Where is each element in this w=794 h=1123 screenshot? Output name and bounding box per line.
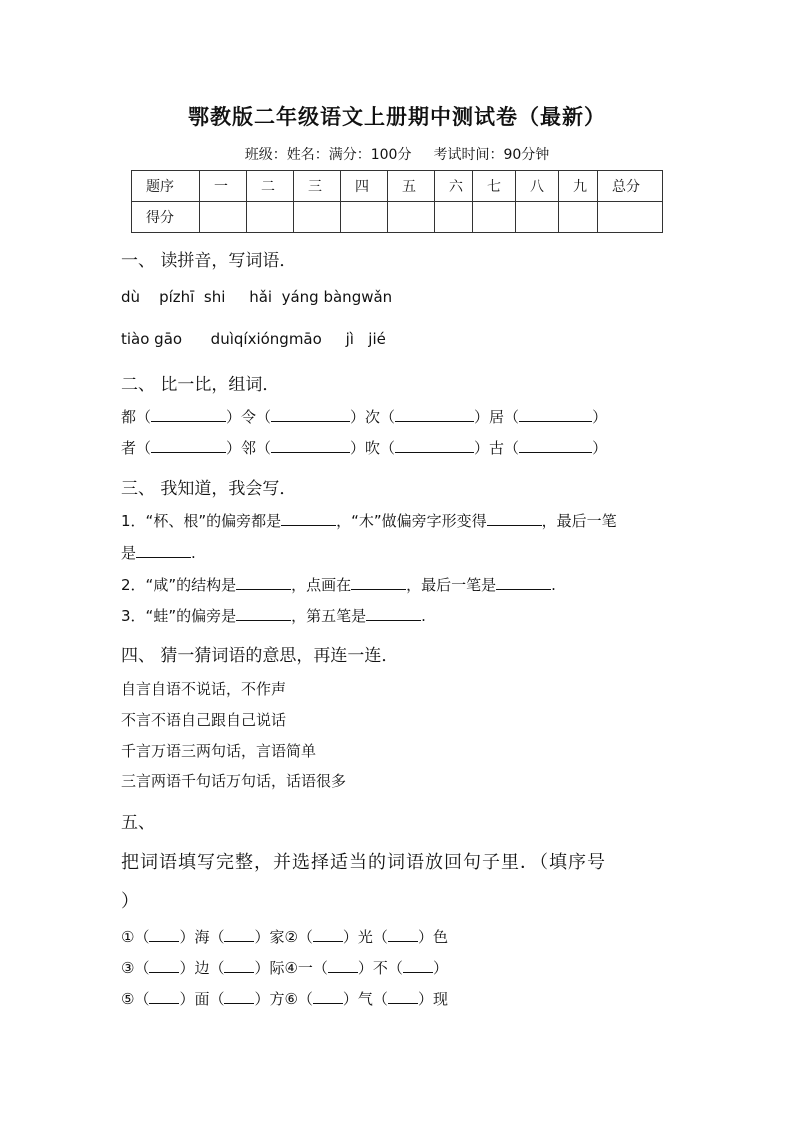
section-3-heading: 三、 我知道，我会写． (121, 479, 297, 499)
class-name-score-label: 班级：姓名：满分：100分 (244, 147, 412, 163)
score-cell[interactable] (598, 202, 663, 233)
question-3-2 (121, 574, 556, 595)
question-text: ，“木”做偏旁字形变得 (336, 512, 487, 530)
answer-blank[interactable] (224, 990, 254, 1004)
fill-text: ③（ (121, 959, 150, 977)
section-4-heading: 四、 猜一猜词语的意思，再连一连． (121, 646, 399, 666)
score-header-cell: 三 (294, 171, 341, 202)
score-cell[interactable] (388, 202, 435, 233)
answer-blank[interactable] (224, 959, 254, 973)
question-3-1-cont (121, 542, 196, 563)
answer-blank[interactable] (519, 439, 592, 453)
answer-blank[interactable] (496, 576, 551, 590)
score-cell[interactable] (435, 202, 473, 233)
answer-blank[interactable] (149, 990, 179, 1004)
compare-row-1 (121, 406, 607, 427)
fill-text: ） (432, 959, 448, 977)
fill-text: ）气（ (342, 990, 388, 1008)
compare-char: ） (592, 439, 608, 457)
fill-text: ）不（ (357, 959, 403, 977)
score-table (131, 170, 663, 233)
pinyin-line-1: dù pízhī shi hǎi yáng bàngwǎn (121, 288, 393, 306)
match-item[interactable]: 不言不语自己跟自己说话 (121, 711, 287, 729)
compare-char: ） (592, 408, 608, 426)
answer-blank[interactable] (136, 544, 191, 558)
answer-blank[interactable] (149, 928, 179, 942)
question-text: ，第五笔是 (291, 607, 367, 625)
score-cell[interactable] (294, 202, 341, 233)
score-cell[interactable] (516, 202, 559, 233)
fill-text: ）色 (417, 928, 448, 946)
fill-text: ⑤（ (121, 990, 150, 1008)
answer-blank[interactable] (366, 607, 421, 621)
compare-char: ）令（ (226, 408, 272, 426)
score-table-score-row (132, 202, 663, 233)
answer-blank[interactable] (395, 439, 474, 453)
section-5-heading: 五、 (121, 813, 155, 833)
match-item[interactable]: 自言自语不说话，不作声 (121, 680, 287, 698)
score-cell[interactable] (341, 202, 388, 233)
fill-text: ）际④一（ (254, 959, 328, 977)
fill-text: ）海（ (179, 928, 225, 946)
compare-char: ）居（ (474, 408, 520, 426)
fill-text: ）家②（ (254, 928, 313, 946)
fill-text: ）边（ (179, 959, 225, 977)
compare-char: ）古（ (474, 439, 520, 457)
compare-row-2 (121, 437, 607, 458)
question-text: ，最后一笔 (541, 512, 617, 530)
question-text: . (191, 544, 196, 562)
answer-blank[interactable] (487, 512, 542, 526)
answer-blank[interactable] (328, 959, 358, 973)
pinyin-line-2: tiào gāo duìqíxióngmāo jì jié (121, 330, 386, 348)
question-text: 2．“咸”的结构是 (121, 576, 237, 594)
answer-blank[interactable] (271, 439, 350, 453)
section-2-heading: 二、 比一比，组词． (121, 375, 280, 395)
score-header-cell: 九 (559, 171, 598, 202)
compare-char: ）次（ (350, 408, 396, 426)
question-text: 是 (121, 544, 137, 562)
match-item[interactable]: 千言万语三两句话，言语简单 (121, 742, 317, 760)
answer-blank[interactable] (236, 576, 291, 590)
question-text: . (551, 576, 556, 594)
exam-time-label: 考试时间：90分钟 (433, 147, 550, 163)
answer-blank[interactable] (351, 576, 406, 590)
section-1-heading: 一、 读拼音，写词语． (121, 251, 297, 271)
score-header-cell: 题序 (132, 171, 200, 202)
score-header-cell: 二 (247, 171, 294, 202)
answer-blank[interactable] (388, 990, 418, 1004)
answer-blank[interactable] (271, 408, 350, 422)
exam-info (0, 144, 794, 164)
section-5-instruction-end: ） (121, 891, 140, 912)
answer-blank[interactable] (149, 959, 179, 973)
answer-blank[interactable] (388, 928, 418, 942)
compare-char: 者（ (121, 439, 152, 457)
question-text: . (421, 607, 426, 625)
page-title: 鄂教版二年级语文上册期中测试卷（最新） (188, 104, 606, 129)
score-row-label: 得分 (132, 202, 200, 233)
answer-blank[interactable] (151, 408, 226, 422)
score-header-cell: 五 (388, 171, 435, 202)
question-3-3 (121, 605, 426, 626)
answer-blank[interactable] (313, 928, 343, 942)
fill-row-2 (121, 957, 448, 978)
section-5-instruction: 把词语填写完整，并选择适当的词语放回句子里．（填序号 (121, 852, 606, 873)
fill-text: ①（ (121, 928, 150, 946)
answer-blank[interactable] (403, 959, 433, 973)
answer-blank[interactable] (519, 408, 592, 422)
score-cell[interactable] (559, 202, 598, 233)
score-table-header-row (132, 171, 663, 202)
answer-blank[interactable] (313, 990, 343, 1004)
compare-char: ）邻（ (226, 439, 272, 457)
question-text: 1．“杯、根”的偏旁都是 (121, 512, 282, 530)
score-header-cell: 总分 (598, 171, 663, 202)
answer-blank[interactable] (151, 439, 226, 453)
compare-char: ）吹（ (350, 439, 396, 457)
fill-text: ）面（ (179, 990, 225, 1008)
score-cell[interactable] (200, 202, 247, 233)
question-3-1 (121, 510, 617, 531)
question-text: ，最后一笔是 (406, 576, 497, 594)
fill-row-3 (121, 988, 448, 1009)
compare-char: 都（ (121, 408, 152, 426)
score-cell[interactable] (247, 202, 294, 233)
fill-text: ）方⑥（ (254, 990, 313, 1008)
answer-blank[interactable] (236, 607, 291, 621)
answer-blank[interactable] (224, 928, 254, 942)
score-header-cell: 八 (516, 171, 559, 202)
score-header-cell: 六 (435, 171, 473, 202)
answer-blank[interactable] (395, 408, 474, 422)
question-text: 3．“蛙”的偏旁是 (121, 607, 237, 625)
fill-text: ）现 (417, 990, 448, 1008)
question-text: ，点画在 (291, 576, 352, 594)
score-header-cell: 四 (341, 171, 388, 202)
answer-blank[interactable] (281, 512, 336, 526)
score-cell[interactable] (473, 202, 516, 233)
fill-row-1 (121, 926, 448, 947)
score-header-cell: 一 (200, 171, 247, 202)
match-item[interactable]: 三言两语千句话万句话，话语很多 (121, 772, 347, 790)
score-header-cell: 七 (473, 171, 516, 202)
fill-text: ）光（ (342, 928, 388, 946)
